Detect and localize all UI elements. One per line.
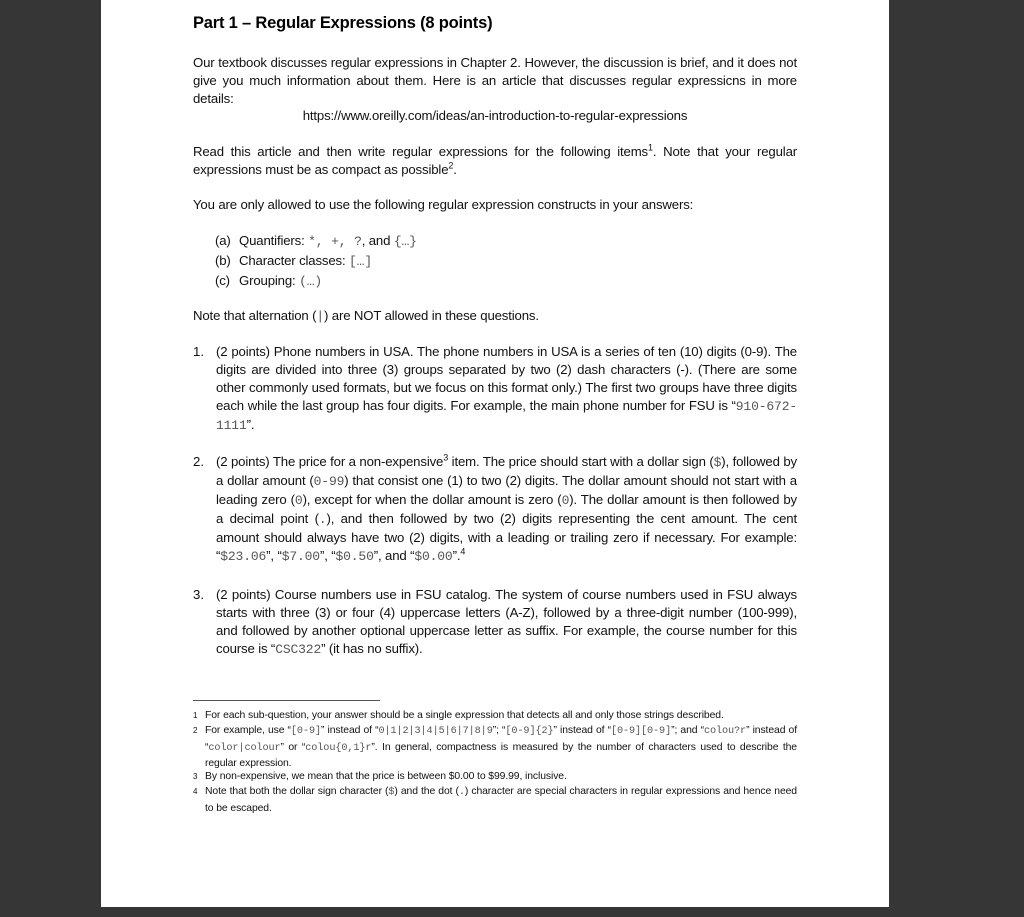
footnote-ref-3: 3 xyxy=(443,452,449,463)
question-text: (2 points) Phone numbers in USA. The phone numbers in USA is a series of ten (10) digits (0-9). The digits are divided into three (3) groups separated by two (2) dash characters (-). (There are some other commonly used formats, but we focus on this format only.) The first two groups have three digits each while the last group has four digits. For example, the main phone number for FSU is “910-672-1111”. xyxy=(216,344,797,433)
instructions-paragraph: Read this article and then write regular expressions for the following items$^1$. Note that your regular expressions must be as compact as possible$^2$. xyxy=(193,142,798,177)
intro-paragraph: Our textbook discusses regular expressions in Chapter 2. However, the discussion is brief, and it does not give you much information about them. Here is an article that discusses regular expressicns in more details: xyxy=(193,55,797,106)
question-text: (2 points) The price for a non-expensive$^3$ item. The price should start with a dollar sign ($), followed by a dollar amount (0-99) that consist one (1) to two (2) digits. The dollar amount should not start with a leading zero (0), except for when the dollar amount is zero (0). The dollar amount is then followed by a decimal point (.), and then followed by two (2) digits representing the cent amount. The cent amount should always have two (2) digits, with a leading or trailing zero if necessary. For example: “$23.06”, “$7.00”, “$0.50”, and “$0.00”.$^4$ xyxy=(216,452,797,564)
footnote-4: 4 Note that both the dollar sign character ($) and the dot (.) character are special characters in regular expressions and hence need to be escaped. xyxy=(193,786,797,814)
article-url[interactable]: https://www.oreilly.com/ideas/an-introduction-to-regular-expressions xyxy=(302,108,688,123)
section-title: Part 1 – Regular Expressions (8 points) xyxy=(193,14,493,32)
footnote-ref-1: 1 xyxy=(648,142,653,153)
footnote-3: 3 By non-expensive, we mean that the price is between $0.00 to $99.99, inclusive. xyxy=(193,771,567,782)
list-item: (a) Quantifiers: *, +, ?, and {…} xyxy=(215,233,417,249)
question-2: 2. (2 points) The price for a non-expensive$^3$ item. The price should start with a dollar sign ($), followed by a dollar amount (0-99) that consist one (1) to two (2) digits. The dollar amount should not start with a leading zero (0), except for when the dollar amount is zero (0). The dollar amount is then followed by a decimal point (.), and then followed by two (2) digits representing the cent amount. The cent amount should always have two (2) digits, with a leading or trailing zero if necessary. For example: “$23.06”, “$7.00”, “$0.50”, and “$0.00”.$^4$ xyxy=(193,452,797,564)
constructs-intro: You are only allowed to use the following regular expression constructs in your answers: xyxy=(193,197,694,212)
list-item: (c) Grouping: (…) xyxy=(215,273,323,289)
footnote-divider xyxy=(193,700,380,701)
footnote-1: 1 For each sub-question, your answer should be a single expression that detects all and only those strings described. xyxy=(193,710,724,721)
question-3: 3. (2 points) Course numbers use in FSU catalog. The system of course numbers used in FSU always starts with three (3) or four (4) uppercase letters (A-Z), followed by a three-digit number (100-999), and followed by another optional uppercase letter as suffix. For example, the course number for this course is “CSC322” (it has no suffix). xyxy=(193,587,797,657)
constructs-list xyxy=(215,231,417,291)
footnote-ref-2: 2 xyxy=(448,160,454,171)
list-item: (b) Character classes: […] xyxy=(215,253,372,269)
question-text: (2 points) Course numbers use in FSU catalog. The system of course numbers used in FSU always starts with three (3) or four (4) uppercase letters (A-Z), followed by a three-digit number (100-999), and followed by another optional uppercase letter as suffix. For example, the course number for this course is “CSC322” (it has no suffix). xyxy=(216,587,797,657)
document-page xyxy=(101,0,889,907)
footnote-ref-4: 4 xyxy=(460,546,466,557)
footnote-2: 2 For example, use “[0-9]” instead of “0|1|2|3|4|5|6|7|8|9”; “[0-9]{2}” instead of “[0-9][0-9]”; and “colou?r” instead of “color|colour” or “colou{0,1}r”. In general, compactness is measured by the number of characters used to describe the regular expression. xyxy=(193,725,797,769)
question-1: 1. (2 points) Phone numbers in USA. The phone numbers in USA is a series of ten (10) digits (0-9). The digits are divided into three (3) groups separated by two (2) dash characters (-). (There are some other commonly used formats, but we focus on this format only.) The first two groups have three digits each while the last group has four digits. For example, the main phone number for FSU is “910-672-1111”. xyxy=(193,344,797,433)
alternation-note: Note that alternation (|) are NOT allowed in these questions. xyxy=(193,308,539,324)
